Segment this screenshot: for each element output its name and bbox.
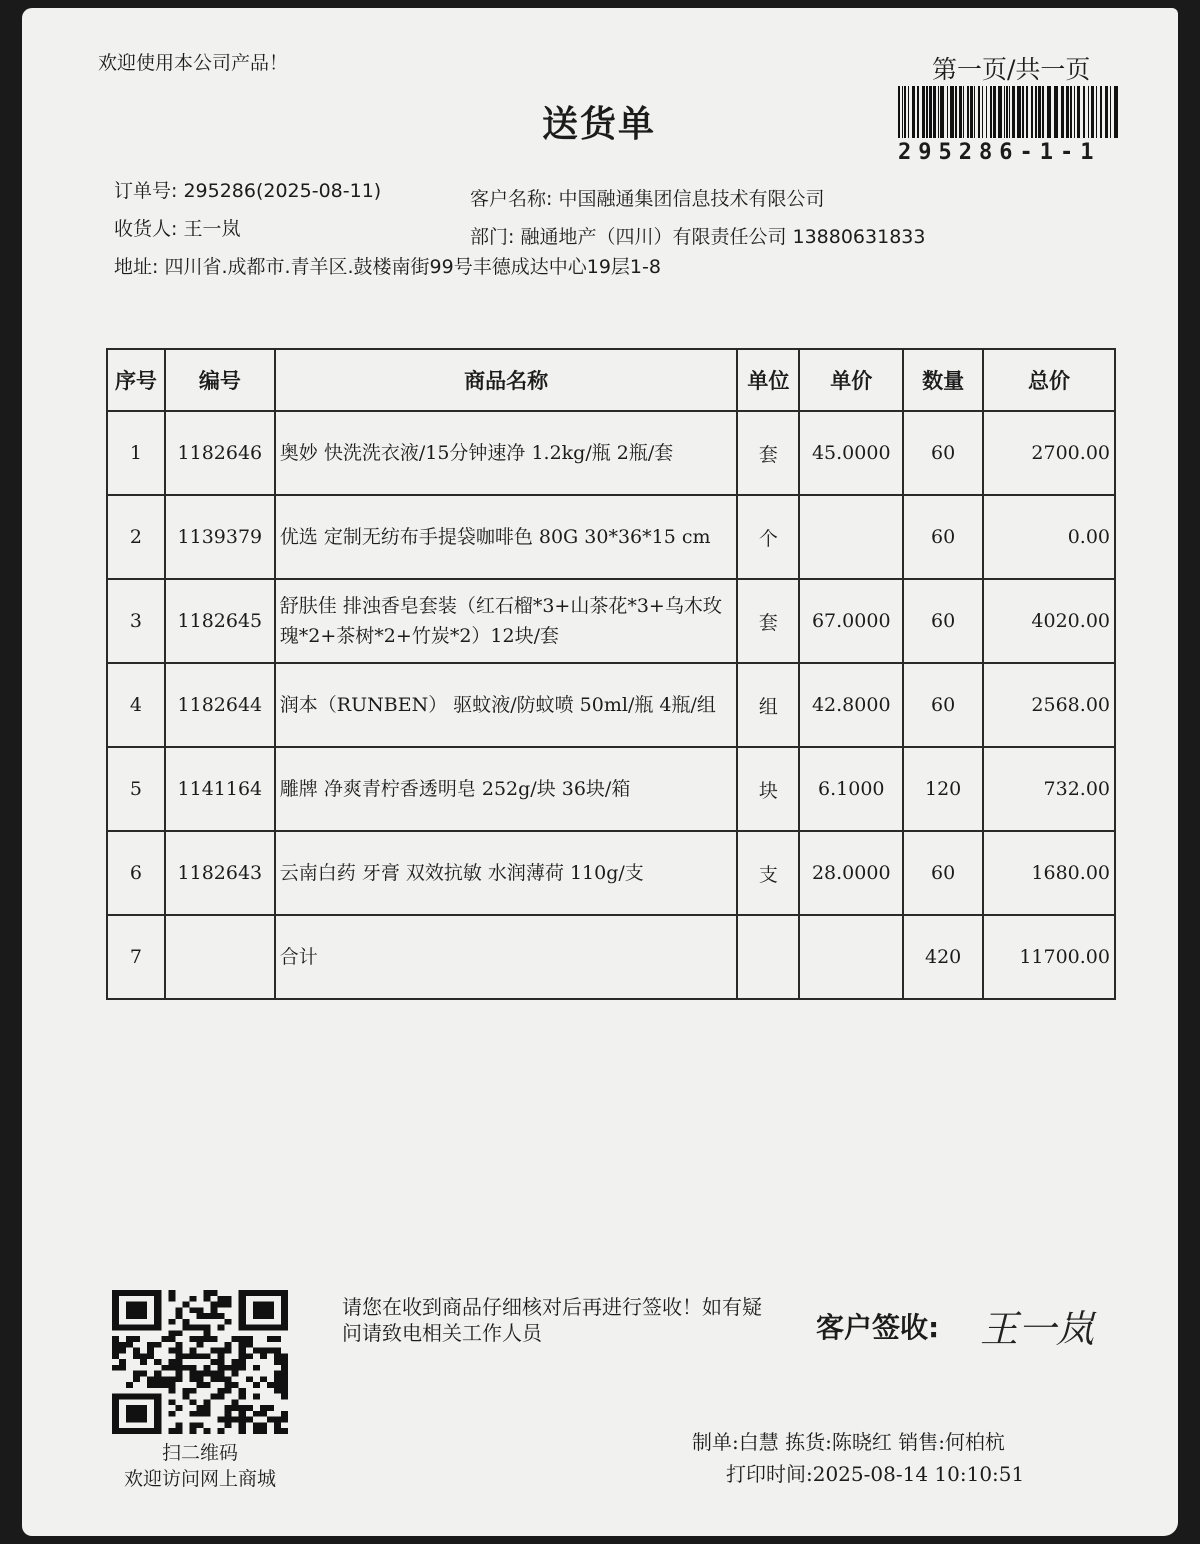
cell-unit-price: 6.1000 [799,747,903,831]
cell-product-name: 舒肤佳 排浊香皂套装（红石榴*3+山茶花*3+乌木玫瑰*2+茶树*2+竹炭*2）12块/套 [275,579,738,663]
cell-seq: 4 [107,663,165,747]
print-time: 打印时间:2025-08-14 10:10:51 [726,1462,1025,1486]
cell-total: 2700.00 [983,411,1115,495]
cell-seq: 5 [107,747,165,831]
cell-seq: 2 [107,495,165,579]
welcome-text: 欢迎使用本公司产品！ [98,52,289,74]
cell-unit-price: 67.0000 [799,579,903,663]
cell-unit-price [799,495,903,579]
cell-seq: 1 [107,411,165,495]
cell-total: 732.00 [983,747,1115,831]
cell-unit-price: 42.8000 [799,663,903,747]
header-total: 总价 [983,349,1115,411]
customer-signature-label: 客户签收: [816,1311,940,1344]
cell-quantity: 60 [903,663,983,747]
cell-product-name: 奥妙 快洗洗衣液/15分钟速净 1.2kg/瓶 2瓶/套 [275,411,738,495]
customer-name: 客户名称: 中国融通集团信息技术有限公司 [470,188,825,210]
cell-unit: 块 [737,747,799,831]
cell-code: 1182646 [165,411,275,495]
items-table [106,348,1116,1000]
barcode-icon [898,86,1118,138]
table-row [107,495,1115,579]
cell-unit: 套 [737,411,799,495]
table-row [107,411,1115,495]
cell-quantity: 60 [903,495,983,579]
staff-info: 制单:白慧 拣货:陈晓红 销售:何柏杭 [692,1430,1005,1454]
cell-quantity: 60 [903,579,983,663]
delivery-address: 地址: 四川省.成都市.青羊区.鼓楼南街99号丰德成达中心19层1-8 [114,256,661,278]
cell-unit-price [799,915,903,999]
cell-unit: 个 [737,495,799,579]
table-row [107,747,1115,831]
cell-unit-price: 45.0000 [799,411,903,495]
cell-seq: 6 [107,831,165,915]
cell-seq: 3 [107,579,165,663]
qr-caption-scan: 扫二维码 [161,1442,238,1464]
header-seq: 序号 [107,349,165,411]
cell-product-name: 润本（RUNBEN） 驱蚊液/防蚊喷 50ml/瓶 4瓶/组 [275,663,738,747]
cell-quantity: 60 [903,831,983,915]
table-row [107,663,1115,747]
receipt-notice: 请您在收到商品仔细核对后再进行签收！如有疑问请致电相关工作人员 [342,1295,762,1345]
cell-product-name: 云南白药 牙膏 双效抗敏 水润薄荷 110g/支 [275,831,738,915]
header-unit: 单位 [737,349,799,411]
cell-code: 1182645 [165,579,275,663]
header-product-name: 商品名称 [275,349,738,411]
cell-code: 1139379 [165,495,275,579]
document-title: 送货单 [542,104,657,145]
order-number: 订单号: 295286(2025-08-11) [114,180,382,202]
cell-unit: 支 [737,831,799,915]
qr-caption-visit: 欢迎访问网上商城 [123,1468,276,1490]
receiver-name: 收货人: 王一岚 [114,218,241,240]
page-info: 第一页/共一页 [932,55,1091,84]
header-code: 编号 [165,349,275,411]
cell-total: 11700.00 [983,915,1115,999]
cell-seq: 7 [107,915,165,999]
cell-product-name: 雕牌 净爽青柠香透明皂 252g/块 36块/箱 [275,747,738,831]
cell-total: 0.00 [983,495,1115,579]
department: 部门: 融通地产（四川）有限责任公司 13880631833 [470,226,926,248]
cell-unit: 组 [737,663,799,747]
cell-quantity: 60 [903,411,983,495]
cell-code: 1182643 [165,831,275,915]
delivery-note-sheet [22,8,1178,1536]
cell-code: 1182644 [165,663,275,747]
cell-quantity: 420 [903,915,983,999]
header-quantity: 数量 [903,349,983,411]
cell-unit: 套 [737,579,799,663]
cell-product-name: 合计 [275,915,738,999]
cell-total: 4020.00 [983,579,1115,663]
cell-unit [737,915,799,999]
barcode-number: 295286-1-1 [898,140,1101,165]
header-unit-price: 单价 [799,349,903,411]
cell-code: 1141164 [165,747,275,831]
cell-total: 1680.00 [983,831,1115,915]
cell-unit-price: 28.0000 [799,831,903,915]
table-row [107,831,1115,915]
table-header-row [107,349,1115,411]
cell-product-name: 优选 定制无纺布手提袋咖啡色 80G 30*36*15 cm [275,495,738,579]
qr-code-icon [112,1290,288,1434]
table-row [107,579,1115,663]
table-row-total [107,915,1115,999]
customer-signature: 王一岚 [980,1307,1095,1351]
cell-quantity: 120 [903,747,983,831]
cell-total: 2568.00 [983,663,1115,747]
cell-code [165,915,275,999]
